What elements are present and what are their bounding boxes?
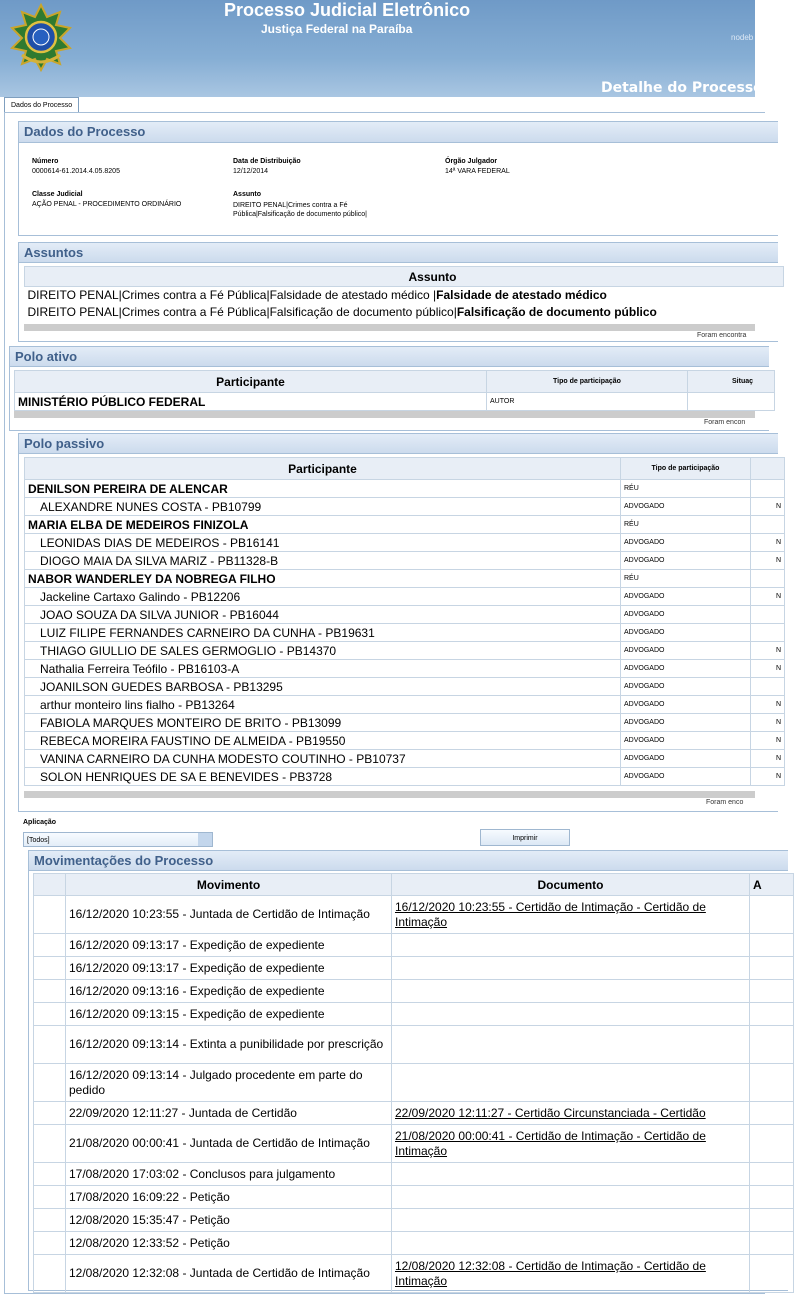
orgao-julgador-label: Órgão Julgador xyxy=(445,158,498,165)
situacao: N xyxy=(751,696,785,714)
participante-name: MINISTÉRIO PÚBLICO FEDERAL xyxy=(15,393,487,411)
tipo-participacao-column-header: Tipo de participação xyxy=(487,371,688,393)
assunto-column-header: Assunto xyxy=(25,267,784,287)
aplicacao-selected-value: [Todos] xyxy=(27,837,50,844)
movimento-text: 16/12/2020 09:13:17 - Expedição de expediente xyxy=(66,957,392,980)
table-row xyxy=(34,1186,794,1209)
data-distribuicao-label: Data de Distribuição xyxy=(233,158,301,165)
documento-column-header: Documento xyxy=(392,874,750,896)
table-row xyxy=(34,980,794,1003)
aplicacao-select[interactable] xyxy=(23,832,213,847)
situacao: N xyxy=(751,714,785,732)
aplicacao-label: Aplicação xyxy=(23,819,57,826)
numero-value: 0000614-61.2014.4.05.8205 xyxy=(32,168,120,175)
results-count: Foram encontra xyxy=(697,332,747,339)
tipo-participacao: ADVOGADO xyxy=(621,498,751,516)
table-row xyxy=(34,1026,794,1064)
participante-column-header: Participante xyxy=(25,458,621,480)
situacao xyxy=(751,480,785,498)
dados-panel-header: Dados do Processo xyxy=(18,121,778,143)
table-row xyxy=(25,570,785,588)
table-row xyxy=(25,678,785,696)
movimento-text: 16/12/2020 09:13:16 - Expedição de expediente xyxy=(66,980,392,1003)
situacao xyxy=(751,678,785,696)
table-row xyxy=(25,588,785,606)
tipo-participacao: ADVOGADO xyxy=(621,624,751,642)
table-row xyxy=(25,606,785,624)
participante-column-header: Participante xyxy=(15,371,487,393)
page-title: Detalhe do Processo xyxy=(601,80,763,96)
table-row xyxy=(25,287,784,304)
table-row xyxy=(34,1003,794,1026)
app-title: Processo Judicial Eletrônico xyxy=(224,0,471,20)
situacao: N xyxy=(751,642,785,660)
movimento-text: 16/12/2020 09:13:15 - Expedição de expediente xyxy=(66,1003,392,1026)
tipo-participacao: ADVOGADO xyxy=(621,588,751,606)
documento-link[interactable]: 12/08/2020 12:32:08 - Certidão de Intimação - Certidão de Intimação xyxy=(395,1258,706,1288)
advogado-name: SOLON HENRIQUES DE SA E BENEVIDES - PB3728 xyxy=(25,768,621,786)
table-row xyxy=(25,516,785,534)
movimento-text: 16/12/2020 09:13:14 - Extinta a punibilidade por prescrição xyxy=(66,1026,392,1064)
print-button[interactable]: Imprimir xyxy=(480,829,570,846)
advogado-name: ALEXANDRE NUNES COSTA - PB10799 xyxy=(25,498,621,516)
assunto-name: Falsidade de atestado médico xyxy=(436,288,607,303)
advogado-name: Jackeline Cartaxo Galindo - PB12206 xyxy=(25,588,621,606)
movimento-text: 17/08/2020 16:09:22 - Petição xyxy=(66,1186,392,1209)
app-subtitle: Justiça Federal na Paraíba xyxy=(261,22,413,36)
situacao: N xyxy=(751,588,785,606)
table-row xyxy=(25,498,785,516)
classe-value: AÇÃO PENAL - PROCEDIMENTO ORDINÁRIO xyxy=(32,201,182,208)
brazil-coat-of-arms-icon xyxy=(8,3,74,71)
table-row xyxy=(25,768,785,786)
movimento-text: 16/12/2020 09:13:14 - Julgado procedente em parte do pedido xyxy=(66,1064,392,1102)
tipo-participacao: ADVOGADO xyxy=(621,660,751,678)
assuntos-panel-header: Assuntos xyxy=(18,242,778,263)
advogado-name: LUIZ FILIPE FERNANDES CARNEIRO DA CUNHA - PB19631 xyxy=(25,624,621,642)
results-count: Foram enco xyxy=(706,799,744,806)
assunto-path: DIREITO PENAL|Crimes contra a Fé Pública|Falsidade de atestado médico | xyxy=(27,288,437,303)
situacao: N xyxy=(751,534,785,552)
movimento-text: 16/12/2020 09:13:17 - Expedição de expediente xyxy=(66,934,392,957)
table-row xyxy=(25,696,785,714)
table-row xyxy=(25,750,785,768)
dados-panel-body xyxy=(18,143,778,236)
numero-label: Número xyxy=(32,158,59,165)
polo-ativo-table xyxy=(14,370,775,411)
movimento-column-header: Movimento xyxy=(66,874,392,896)
table-row xyxy=(25,732,785,750)
table-footer-bar xyxy=(14,411,755,418)
assunto-value-line1: DIREITO PENAL|Crimes contra a Fé xyxy=(233,202,348,209)
tipo-participacao: ADVOGADO xyxy=(621,714,751,732)
polo-passivo-panel-header: Polo passivo xyxy=(18,433,778,454)
tipo-participacao: RÉU xyxy=(621,516,751,534)
advogado-name: LEONIDAS DIAS DE MEDEIROS - PB16141 xyxy=(25,534,621,552)
tipo-participacao: ADVOGADO xyxy=(621,642,751,660)
situacao xyxy=(688,393,775,411)
advogado-name: DIOGO MAIA DA SILVA MARIZ - PB11328-B xyxy=(25,552,621,570)
assunto-value-line2: Pública|Falsificação de documento público| xyxy=(233,211,367,218)
tipo-participacao-column-header: Tipo de participação xyxy=(621,458,751,480)
assuntos-table xyxy=(24,266,784,321)
movimentacoes-table: Movimento Documento A 16/12/2020 10:23:55 - Juntada de Certidão de Intimação 16/12/2020 10:23:55 - Certidão de Intimação - Certidão de Intimação 16/12/2020 09:13:17 - Expedição de expediente 16/12/2020 09:13:17 - Expedição de expediente 16/12/2020 09:13:16 - Expedição de expediente 16/12/2020 09:13:15 - Expedição de expediente 16/12/2020 09:13:14 - Extinta a punibilidade por prescrição 16/12/2020 09:13:14 - Julgado procedente em parte do pedido 22/09/2020 12:11:27 - Juntada de Certidão 22/09/2020 12:11:27 - Certidão Circunstanciada - Certidão 21/08/2020 00:00:41 - Juntada de Certidão de Intimação 21/08/2020 00:00:41 - Certidão de Intimação - Certidão de Intimação 17/08/2020 17:03:02 - Conclusos para julgamento 17/08/2020 16:09:22 - Petição 12/08/2020 15:35:47 - Petição 12/08/2020 12:33:52 - Petição 12/08/2020 12:32:08 - Juntada de Certidão de Intimação 12/08/2020 12:32:08 - Certidão de Intimação - Certidão de Intimação xyxy=(33,873,794,1293)
tipo-participacao: AUTOR xyxy=(487,393,688,411)
movimentacoes-panel-header: Movimentações do Processo xyxy=(28,850,788,871)
table-row xyxy=(25,660,785,678)
tab-bar xyxy=(0,97,755,112)
tipo-participacao: ADVOGADO xyxy=(621,750,751,768)
situacao: N xyxy=(751,498,785,516)
situacao-column-header: Situaç xyxy=(688,371,775,393)
table-row xyxy=(25,624,785,642)
situacao xyxy=(751,516,785,534)
tipo-participacao: ADVOGADO xyxy=(621,534,751,552)
table-row xyxy=(25,714,785,732)
dropdown-arrow-icon[interactable] xyxy=(198,833,212,846)
situacao xyxy=(751,606,785,624)
movimento-text: 12/08/2020 15:35:47 - Petição xyxy=(66,1209,392,1232)
documento-link[interactable]: 21/08/2020 00:00:41 - Certidão de Intimação - Certidão de Intimação xyxy=(395,1128,706,1158)
movimento-text: 21/08/2020 00:00:41 - Juntada de Certidão de Intimação xyxy=(66,1125,392,1163)
table-row xyxy=(34,1232,794,1255)
table-row xyxy=(34,1255,794,1293)
table-row xyxy=(34,896,794,934)
table-row xyxy=(15,393,775,411)
table-row xyxy=(34,1163,794,1186)
tipo-participacao: ADVOGADO xyxy=(621,696,751,714)
advogado-name: REBECA MOREIRA FAUSTINO DE ALMEIDA - PB19550 xyxy=(25,732,621,750)
table-row xyxy=(25,552,785,570)
situacao xyxy=(751,570,785,588)
documento-link[interactable]: 16/12/2020 10:23:55 - Certidão de Intimação - Certidão de Intimação xyxy=(395,899,706,929)
situacao: N xyxy=(751,660,785,678)
movimento-text: 22/09/2020 12:11:27 - Juntada de Certidão xyxy=(66,1102,392,1125)
advogado-name: JOANILSON GUEDES BARBOSA - PB13295 xyxy=(25,678,621,696)
reu-name: DENILSON PEREIRA DE ALENCAR xyxy=(25,480,621,498)
table-row xyxy=(25,480,785,498)
movimento-text: 12/08/2020 12:33:52 - Petição xyxy=(66,1232,392,1255)
situacao: N xyxy=(751,552,785,570)
tipo-participacao: RÉU xyxy=(621,570,751,588)
table-row xyxy=(34,957,794,980)
tipo-participacao: ADVOGADO xyxy=(621,732,751,750)
polo-ativo-panel-header: Polo ativo xyxy=(9,346,769,367)
advogado-name: FABIOLA MARQUES MONTEIRO DE BRITO - PB13099 xyxy=(25,714,621,732)
tipo-participacao: ADVOGADO xyxy=(621,552,751,570)
results-count: Foram encon xyxy=(704,419,746,426)
tipo-participacao: ADVOGADO xyxy=(621,768,751,786)
assunto-label: Assunto xyxy=(233,191,261,198)
table-row xyxy=(34,1209,794,1232)
data-distribuicao-value: 12/12/2014 xyxy=(233,168,269,175)
user-name[interactable]: nodeb xyxy=(731,33,754,42)
table-row xyxy=(25,304,784,321)
assunto-path: DIREITO PENAL|Crimes contra a Fé Pública|Falsificação de documento público| xyxy=(27,305,457,319)
table-row xyxy=(34,1125,794,1163)
orgao-julgador-value: 14ª VARA FEDERAL xyxy=(445,168,510,175)
situacao: N xyxy=(751,768,785,786)
reu-name: NABOR WANDERLEY DA NOBREGA FILHO xyxy=(25,570,621,588)
situacao: N xyxy=(751,732,785,750)
advogado-name: JOAO SOUZA DA SILVA JUNIOR - PB16044 xyxy=(25,606,621,624)
situacao xyxy=(751,624,785,642)
tipo-participacao: ADVOGADO xyxy=(621,606,751,624)
table-footer-bar xyxy=(24,324,755,331)
table-footer-bar xyxy=(24,791,755,798)
table-row xyxy=(34,1064,794,1102)
table-row xyxy=(34,1102,794,1125)
advogado-name: arthur monteiro lins fialho - PB13264 xyxy=(25,696,621,714)
advogado-name: VANINA CARNEIRO DA CUNHA MODESTO COUTINHO - PB10737 xyxy=(25,750,621,768)
reu-name: MARIA ELBA DE MEDEIROS FINIZOLA xyxy=(25,516,621,534)
table-row xyxy=(25,642,785,660)
advogado-name: THIAGO GIULLIO DE SALES GERMOGLIO - PB14370 xyxy=(25,642,621,660)
movimento-text: 16/12/2020 10:23:55 - Juntada de Certidão de Intimação xyxy=(66,896,392,934)
tab-dados-do-processo[interactable]: Dados do Processo xyxy=(4,97,79,113)
polo-passivo-table xyxy=(24,457,785,786)
table-row xyxy=(34,934,794,957)
advogado-name: Nathalia Ferreira Teófilo - PB16103-A xyxy=(25,660,621,678)
tipo-participacao: RÉU xyxy=(621,480,751,498)
situacao: N xyxy=(751,750,785,768)
movimento-text: 12/08/2020 12:32:08 - Juntada de Certidão de Intimação xyxy=(66,1255,392,1293)
classe-label: Classe Judicial xyxy=(32,191,83,198)
assunto-name: Falsificação de documento público xyxy=(456,305,657,319)
movimento-text: 17/08/2020 17:03:02 - Conclusos para julgamento xyxy=(66,1163,392,1186)
table-row xyxy=(25,534,785,552)
tipo-participacao: ADVOGADO xyxy=(621,678,751,696)
documento-link[interactable]: 22/09/2020 12:11:27 - Certidão Circunstanciada - Certidão xyxy=(395,1105,706,1120)
